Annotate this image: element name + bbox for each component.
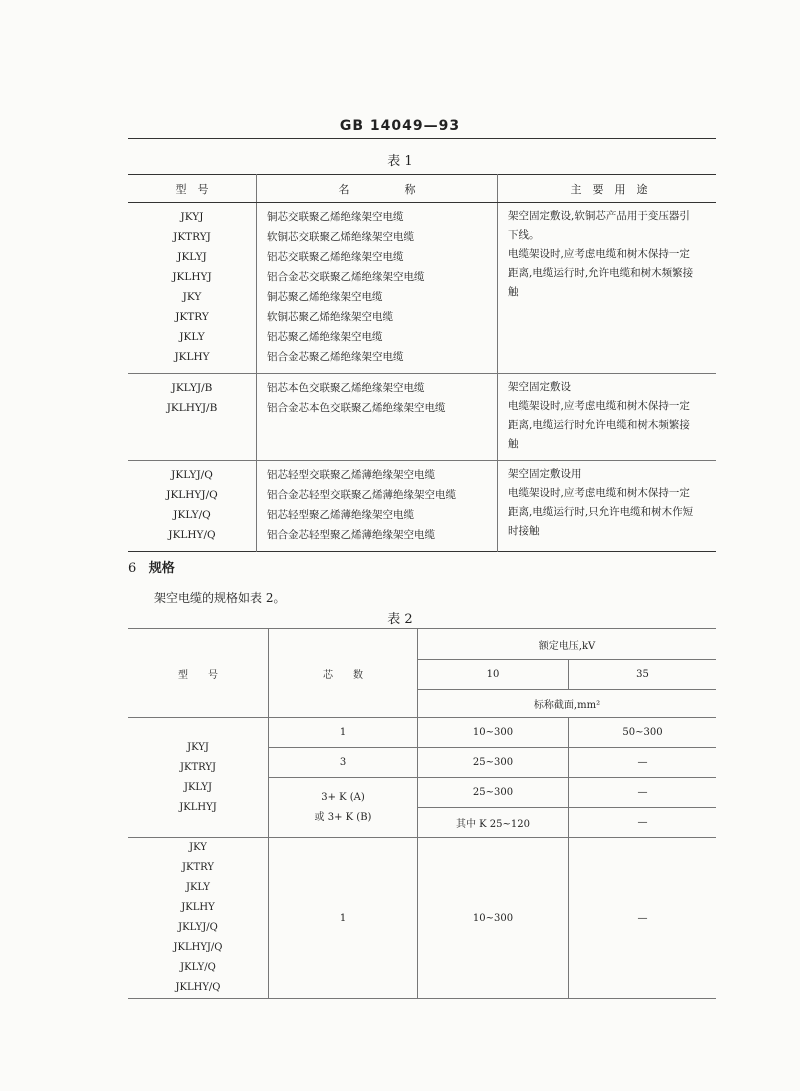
table2-models — [128, 838, 269, 999]
table1-col-use: 主 要 用 途 — [498, 175, 717, 203]
model-code: JKTRYJ — [173, 231, 211, 243]
model-code: JKLY/Q — [180, 962, 216, 973]
model-code: JKTRY — [182, 862, 214, 873]
model-code: JKLYJ/Q — [178, 922, 218, 933]
cable-name: 铜芯交联聚乙烯绝缘架空电缆 — [267, 211, 404, 223]
header-rule — [128, 138, 716, 139]
cable-name: 铝芯轻型交联聚乙烯薄绝缘架空电缆 — [267, 469, 435, 481]
table-row — [128, 718, 716, 748]
section-10kv: 10~300 — [418, 838, 569, 999]
model-code: JKLHY/Q — [168, 529, 216, 541]
cable-name: 铝芯聚乙烯绝缘架空电缆 — [267, 331, 383, 343]
table2-col-10kv: 10 — [418, 660, 569, 690]
use-line: 触 — [508, 286, 519, 298]
model-code: JKLYJ/Q — [171, 469, 213, 481]
table1-caption: 表 1 — [387, 154, 413, 169]
core-option: 3+ K (A) — [321, 791, 365, 803]
model-code: JKY — [182, 291, 202, 303]
use-line: 电缆架设时,应考虑电缆和树木保持一定 — [508, 487, 690, 499]
use-line: 电缆架设时,应考虑电缆和树木保持一定 — [508, 400, 690, 412]
model-code: JKYJ — [180, 211, 204, 223]
use-line: 触 — [508, 438, 519, 450]
cable-name: 铝合金芯轻型交联聚乙烯薄绝缘架空电缆 — [267, 489, 456, 501]
model-code: JKLHYJ/Q — [166, 489, 218, 501]
model-code: JKLYJ — [183, 781, 213, 793]
cable-name: 软铜芯聚乙烯绝缘架空电缆 — [267, 311, 393, 323]
model-code: JKLHYJ — [172, 271, 212, 283]
table1-use — [498, 461, 717, 552]
core-count: 3 — [269, 748, 418, 778]
use-line: 时接触 — [508, 525, 540, 537]
section-35kv: — — [569, 838, 717, 999]
model-code: JKLHY — [174, 351, 210, 363]
model-code: JKLHYJ/B — [166, 402, 218, 414]
document-header: GB 14049—93 — [339, 118, 461, 134]
section-35kv: — — [569, 748, 717, 778]
model-code: JKLYJ/B — [171, 382, 213, 394]
section-paragraph: 架空电缆的规格如表 2。 — [154, 591, 286, 605]
use-line: 下线。 — [508, 229, 540, 241]
model-code: JKTRY — [175, 311, 209, 323]
section-35kv: — — [569, 778, 717, 808]
model-code: JKLHY/Q — [175, 982, 221, 993]
model-code: JKLHY — [181, 902, 215, 913]
use-line: 距离,电缆运行时允许电缆和树木频繁接 — [508, 419, 690, 431]
cable-name: 铝合金芯本色交联聚乙烯绝缘架空电缆 — [267, 402, 446, 414]
table2-col-cores: 芯 数 — [269, 629, 418, 718]
table1-col-model: 型 号 — [128, 175, 257, 203]
table1-use — [498, 374, 717, 461]
cable-name: 铝芯轻型聚乙烯薄绝缘架空电缆 — [267, 509, 414, 521]
table2-models — [128, 718, 269, 838]
table-row — [128, 838, 716, 999]
table1-col-name: 名 称 — [257, 175, 498, 203]
cable-name: 软铜芯交联聚乙烯绝缘架空电缆 — [267, 231, 414, 243]
model-code: JKLY/Q — [173, 509, 211, 521]
section-10kv: 10~300 — [418, 718, 569, 748]
use-line: 架空固定敷设,软铜芯产品用于变压器引 — [508, 210, 690, 222]
table2-col-35kv: 35 — [569, 660, 717, 690]
table1-models — [128, 203, 257, 374]
table1 — [128, 174, 716, 552]
use-line: 距离,电缆运行时,允许电缆和树木频繁接 — [508, 267, 694, 279]
model-code: JKLY — [185, 882, 211, 893]
model-code: JKTRYJ — [180, 761, 216, 773]
cable-name: 铝合金芯聚乙烯绝缘架空电缆 — [267, 351, 404, 363]
section-heading — [128, 557, 175, 576]
table2-header-row — [128, 629, 716, 660]
use-line: 架空固定敷设用 — [508, 468, 582, 480]
table1-row — [128, 203, 716, 374]
core-count — [269, 778, 418, 838]
use-line: 架空固定敷设 — [508, 381, 571, 393]
table2-col-model: 型 号 — [128, 629, 269, 718]
core-count: 1 — [269, 838, 418, 999]
table1-models — [128, 461, 257, 552]
table1-names — [257, 461, 498, 552]
cable-name: 铝合金芯交联聚乙烯绝缘架空电缆 — [267, 271, 425, 283]
table1-row — [128, 374, 716, 461]
table1-names — [257, 374, 498, 461]
section-10kv: 其中 K 25~120 — [418, 808, 569, 838]
use-line: 电缆架设时,应考虑电缆和树木保持一定 — [508, 248, 690, 260]
table1-row — [128, 461, 716, 552]
use-line: 距离,电缆运行时,只允许电缆和树木作短 — [508, 506, 694, 518]
cable-name: 铜芯聚乙烯绝缘架空电缆 — [267, 291, 383, 303]
section-10kv: 25~300 — [418, 748, 569, 778]
table1-models — [128, 374, 257, 461]
model-code: JKLHYJ/Q — [173, 942, 223, 953]
model-code: JKLY — [179, 331, 205, 343]
section-35kv: — — [569, 808, 717, 838]
table1-use — [498, 203, 717, 374]
table2-caption: 表 2 — [387, 612, 413, 627]
cable-name: 铝合金芯轻型聚乙烯薄绝缘架空电缆 — [267, 529, 435, 541]
core-option: 或 3+ K (B) — [314, 811, 372, 823]
section-10kv: 25~300 — [418, 778, 569, 808]
model-code: JKYJ — [187, 741, 209, 753]
model-code: JKLYJ — [177, 251, 207, 263]
cable-name: 铝芯本色交联聚乙烯绝缘架空电缆 — [267, 382, 425, 394]
table2 — [128, 628, 716, 999]
section-title: 规格 — [148, 561, 175, 576]
section-35kv: 50~300 — [569, 718, 717, 748]
table1-names — [257, 203, 498, 374]
table2-col-voltage: 额定电压,kV — [418, 629, 717, 660]
model-code: JKLHYJ — [179, 801, 217, 813]
cable-name: 铝芯交联聚乙烯绝缘架空电缆 — [267, 251, 404, 263]
core-count: 1 — [269, 718, 418, 748]
table2-col-section: 标称截面,mm² — [418, 690, 717, 718]
section-number: 6 — [128, 561, 137, 576]
table1-header-row — [128, 175, 716, 203]
model-code: JKY — [189, 842, 207, 853]
